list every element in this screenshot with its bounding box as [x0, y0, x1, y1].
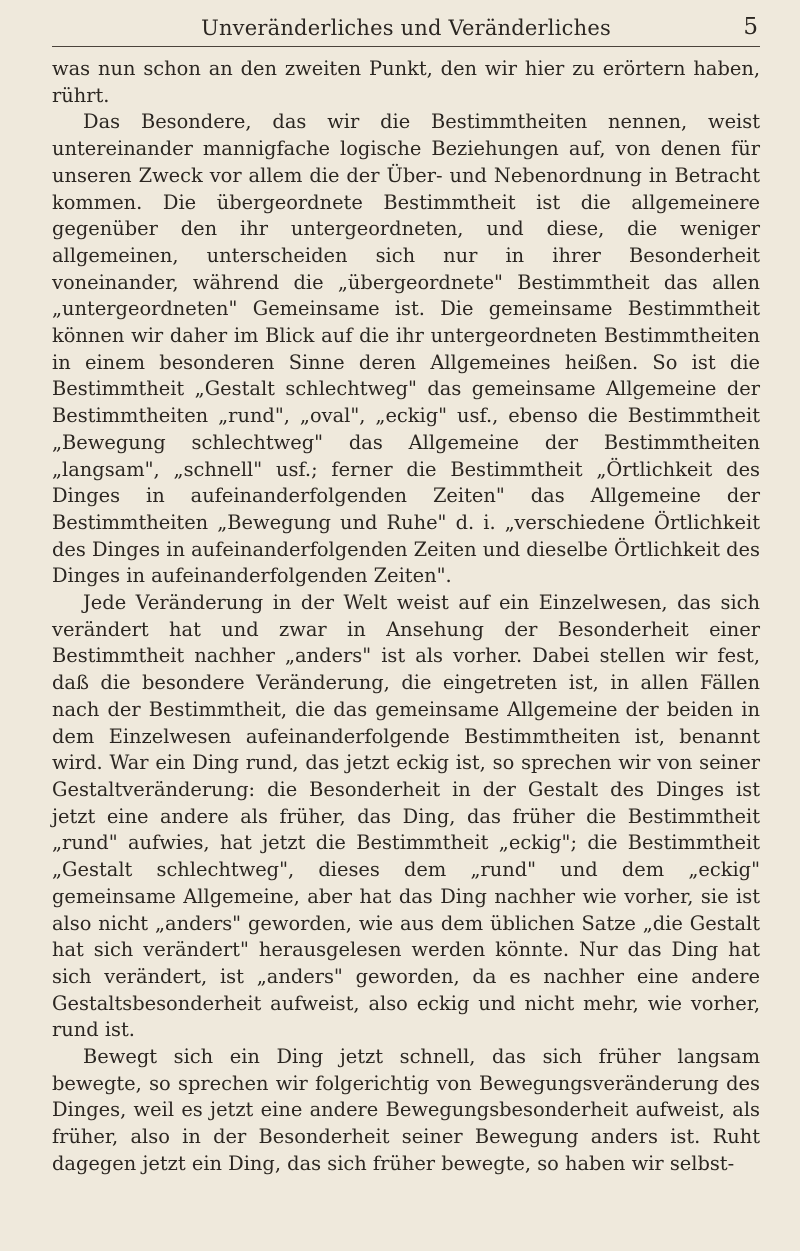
page-number: 5	[743, 14, 758, 40]
header-rule	[52, 46, 760, 47]
paragraph-3: Jede Veränderung in der Welt weist auf ein Einzelwesen, das sich verändert hat und zwar in Ansehung der Besonderheit einer Bestimmtheit nachher „anders" ist als vorher. Dabei stellen wir fest, daß die besondere Veränderung, die eingetreten ist, in allen Fällen nach der Bestimmtheit, die das gemeinsame Allgemeine der beiden in dem Einzelwesen aufeinanderfolgende Bestimmtheiten ist, benannt wird. War ein Ding rund, das jetzt eckig ist, so sprechen wir von seiner Gestaltveränderung: die Besonderheit in der Gestalt des Dinges ist jetzt eine andere als früher, das Ding, das früher die Bestimmtheit „rund" aufwies, hat jetzt die Bestimmtheit „eckig"; die Bestimmtheit „Gestalt schlechtweg", dieses dem „rund" und dem „eckig" gemeinsame Allgemeine, aber hat das Ding nachher wie vorher, sie ist also nicht „anders" geworden, wie aus dem üblichen Satze „die Gestalt hat sich verändert" herausgelesen werden könnte. Nur das Ding hat sich verändert, ist „anders" geworden, da es nachher eine andere Gestaltsbesonderheit aufweist, also eckig und nicht mehr, wie vorher, rund ist.	[52, 591, 760, 1042]
running-title: Unveränderliches und Veränderliches	[201, 16, 611, 40]
paragraph-4: Bewegt sich ein Ding jetzt schnell, das sich früher langsam bewegte, so sprechen wir folgerichtig von Bewegungsveränderung des Dinges, weil es jetzt eine andere Bewegungsbesonderheit aufweist, als früher, also in der Besonderheit seiner Bewegung anders ist. Ruht dagegen jetzt ein Ding, das sich früher bewegte, so haben wir selbst-	[52, 1045, 760, 1175]
paragraph-2: Das Besondere, das wir die Bestimmtheiten nennen, weist untereinander mannigfache logische Beziehungen auf, von denen für unseren Zweck vor allem die der Über- und Nebenordnung in Betracht kommen. Die übergeordnete Bestimmtheit ist die allgemeinere gegenüber den ihr untergeordneten, und diese, die weniger allgemeinen, unterscheiden sich nur in ihrer Besonderheit voneinander, während die „übergeordnete" Bestimmtheit das allen „untergeordneten" Gemeinsame ist. Die gemeinsame Bestimmtheit können wir daher im Blick auf die ihr untergeordneten Bestimmtheiten in einem besonderen Sinne deren Allgemeines heißen. So ist die Bestimmtheit „Gestalt schlechtweg" das gemeinsame Allgemeine der Bestimmtheiten „rund", „oval", „eckig" usf., ebenso die Bestimmtheit „Bewegung schlechtweg" das Allgemeine der Bestimmtheiten „langsam", „schnell" usf.; ferner die Bestimmtheit „Örtlichkeit des Dinges in aufeinanderfolgenden Zeiten" das Allgemeine der Bestimmtheiten „Bewegung und Ruhe" d. i. „verschiedene Örtlichkeit des Dinges in aufeinanderfolgenden Zeiten und dieselbe Örtlichkeit des Dinges in aufeinanderfolgenden Zeiten".	[52, 110, 760, 588]
running-head	[52, 0, 760, 52]
body-text	[52, 56, 760, 1178]
paragraph-1: was nun schon an den zweiten Punkt, den wir hier zu erörtern haben, rührt.	[52, 57, 760, 107]
